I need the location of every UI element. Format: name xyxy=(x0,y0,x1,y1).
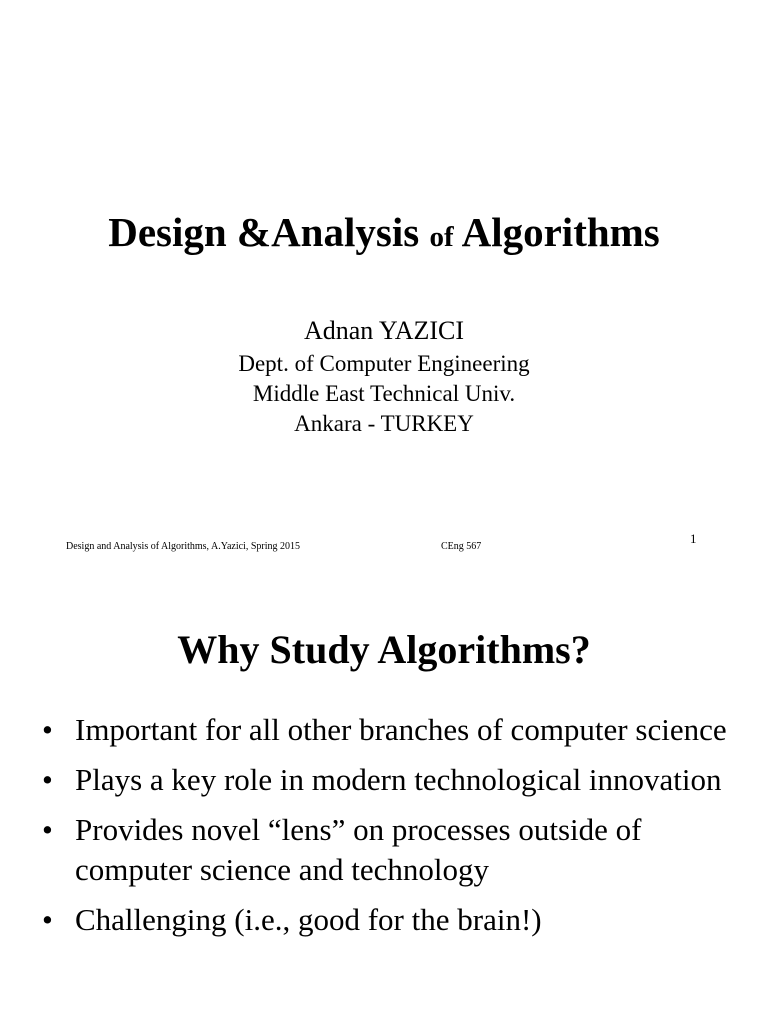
bullet-list xyxy=(42,710,742,950)
slide-2 xyxy=(0,570,768,1024)
bullet-text: Provides novel “lens” on processes outside of computer science and technology xyxy=(75,812,642,887)
bullet-item xyxy=(42,760,742,800)
bullet-item xyxy=(42,810,742,890)
footer-course-info: Design and Analysis of Algorithms, A.Yazici, Spring 2015 xyxy=(66,541,300,552)
title-of: of xyxy=(429,221,454,253)
bullet-icon: • xyxy=(42,902,53,937)
affiliation-location: Ankara - TURKEY xyxy=(294,411,474,436)
bullet-text: Important for all other branches of computer science xyxy=(75,712,727,747)
bullet-text: Challenging (i.e., good for the brain!) xyxy=(75,902,542,937)
bullet-item xyxy=(42,900,742,940)
bullet-icon: • xyxy=(42,712,53,747)
slide-title: Why Study Algorithms? xyxy=(177,627,591,672)
footer-course-code: CEng 567 xyxy=(441,541,482,552)
author-name: Adnan YAZICI xyxy=(303,316,465,345)
bullet-icon: • xyxy=(42,762,53,797)
bullet-item xyxy=(42,710,742,750)
title-part-1: Design &Analysis xyxy=(108,209,420,255)
affiliation-department: Dept. of Computer Engineering xyxy=(238,351,530,376)
affiliation-university: Middle East Technical Univ. xyxy=(252,381,516,406)
bullet-text: Plays a key role in modern technological innovation xyxy=(75,762,722,797)
bullet-icon: • xyxy=(42,812,53,847)
title-part-2: Algorithms xyxy=(461,209,660,255)
page-number: 1 xyxy=(690,531,697,546)
slide-title xyxy=(0,208,768,261)
